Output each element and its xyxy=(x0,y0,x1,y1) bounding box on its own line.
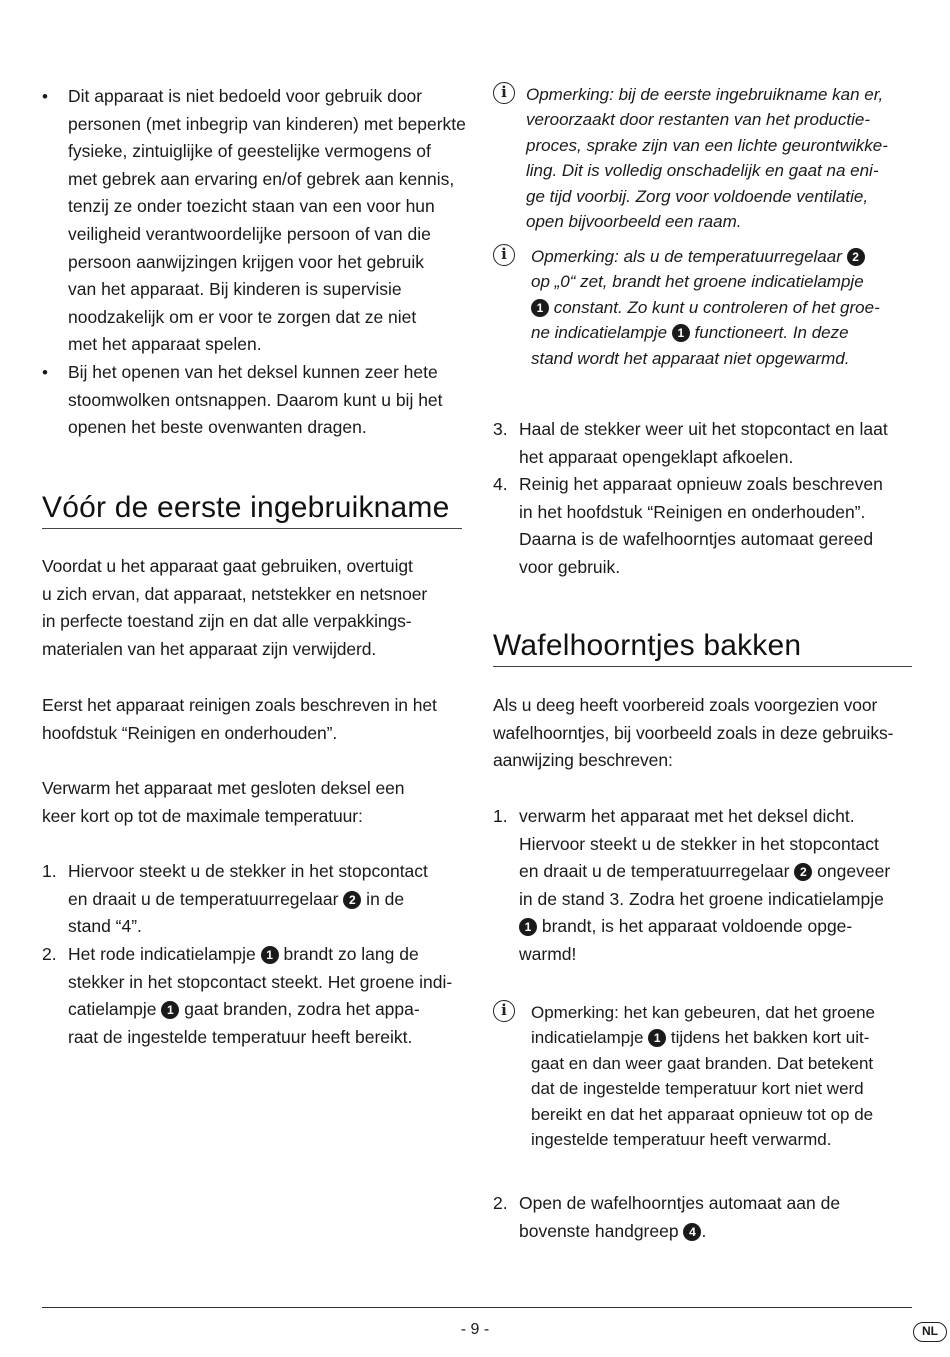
step-text xyxy=(519,803,915,969)
paragraph xyxy=(493,692,915,775)
text-line: materialen van het apparaat zijn verwijderd. xyxy=(42,638,377,659)
text-line: Eerst het apparaat reinigen zoals beschreven in het xyxy=(42,695,437,715)
paragraph xyxy=(42,692,464,747)
text-line: stand wordt het apparaat niet opgewarmd. xyxy=(531,348,850,368)
number-badge: 1 xyxy=(648,1029,666,1047)
text-line: open bijvoorbeeld een raam. xyxy=(526,212,742,232)
text-line: aanwijzing beschreven: xyxy=(493,750,673,771)
number-badge: 1 xyxy=(161,1001,179,1019)
text-line: personen (met inbegrip van kinderen) met beperkte xyxy=(68,113,466,134)
text-line: Reinig het apparaat opnieuw zoals beschreven xyxy=(519,474,883,494)
info-icon: i xyxy=(493,1000,515,1022)
text-line: raat de ingestelde temperatuur heeft bereikt. xyxy=(68,1026,413,1047)
text-line: ingestelde temperatuur heeft verwarmd. xyxy=(531,1130,832,1150)
text-line: in perfecte toestand zijn en dat alle verpakkings- xyxy=(42,611,412,632)
text-line: u zich ervan, dat apparaat, netstekker en netsnoer xyxy=(42,583,428,604)
text-line: met gebrek aan ervaring en/of gebrek aan kennis, xyxy=(68,168,455,189)
number-badge: 1 xyxy=(261,946,279,964)
text-line: voor gebruik. xyxy=(519,556,621,577)
bullet-text xyxy=(68,359,464,442)
number-badge: 1 xyxy=(519,918,537,936)
text-line: openen het beste ovenwanten dragen. xyxy=(68,417,367,438)
step-text xyxy=(68,941,464,1051)
footer-rule xyxy=(42,1307,912,1308)
step-text xyxy=(68,858,464,941)
numbered-step: 3. Haal de stekker weer uit het stopcontact en laat het apparaat opengeklapt afkoelen. xyxy=(493,416,915,472)
text-line: bovenste handgreep 4 . xyxy=(519,1220,707,1241)
note-text xyxy=(531,1000,913,1152)
number-badge: 1 xyxy=(531,299,549,317)
text-line: Open de wafelhoorntjes automaat aan de xyxy=(519,1193,841,1213)
bullet-text xyxy=(68,83,464,359)
numbered-step: 1. Hiervoor steekt u de stekker in het stopcontact en draait u de temperatuurregelaar 2 in de stand “4”. xyxy=(42,858,464,942)
info-icon: i xyxy=(493,82,515,104)
numbered-step: 2. Open de wafelhoorntjes automaat aan de bovenste handgreep 4 . xyxy=(493,1190,915,1246)
text-line: bereikt en dat het apparaat opnieuw tot op de xyxy=(531,1104,874,1124)
text-line: Verwarm het apparaat met gesloten deksel een xyxy=(42,778,405,798)
text-line: catielampje 1 gaat branden, zodra het appa- xyxy=(68,999,420,1020)
text-line: Opmerking: het kan gebeuren, dat het groene xyxy=(531,1003,876,1022)
text-line: het apparaat opengeklapt afkoelen. xyxy=(519,446,794,467)
text-line: Opmerking: als u de temperatuurregelaar 2 xyxy=(531,244,913,269)
text-line: persoon aanwijzingen krijgen voor het gebruik xyxy=(68,251,425,272)
text-line: keer kort op tot de maximale temperatuur: xyxy=(42,805,363,826)
text-line: 1 constant. Zo kunt u controleren of het groe- xyxy=(531,295,913,320)
language-badge: NL xyxy=(913,1322,947,1342)
step-text xyxy=(519,416,915,471)
text-line: ge tijd voorbij. Zorg voor voldoende ventilatie, xyxy=(526,186,869,206)
text-line: Dit apparaat is niet bedoeld voor gebruik door xyxy=(68,86,423,106)
text-line: Daarna is de wafelhoorntjes automaat gereed xyxy=(519,529,874,550)
text-line: Haal de stekker weer uit het stopcontact en laat xyxy=(519,419,888,439)
text-line: hoofdstuk “Reinigen en onderhouden”. xyxy=(42,722,338,743)
numbered-step: 4. Reinig het apparaat opnieuw zoals beschreven in het hoofdstuk “Reinigen en onderhouden”. Daarna is de wafelhoorntjes automaat gereed voor gebruik. xyxy=(493,471,915,583)
paragraph xyxy=(42,553,464,663)
text-line: en draait u de temperatuurregelaar 2 ongeveer xyxy=(519,861,891,882)
text-line: stand “4”. xyxy=(68,916,142,937)
section-heading: Wafelhoorntjes bakken xyxy=(493,629,802,662)
text-line: wafelhoorntjes, bij voorbeeld zoals in deze gebruiks- xyxy=(493,722,894,743)
text-line: fysieke, zintuiglijke of geestelijke vermogens of xyxy=(68,141,431,162)
text-line: warmd! xyxy=(519,943,577,964)
numbered-step: 2. Het rode indicatielampje 1 brandt zo lang de stekker in het stopcontact steekt. Het groene indi- catielampje 1 gaat branden, zodra het appa- raat de ingestelde temperatuur heeft bereikt. xyxy=(42,941,464,1053)
text-line: tenzij ze onder toezicht staan van een voor hun xyxy=(68,196,435,217)
text-line: indicatielampje 1 tijdens het bakken kort uit- xyxy=(531,1028,870,1048)
page-number: - 9 - xyxy=(460,1321,490,1338)
text-line: en draait u de temperatuurregelaar 2 in de xyxy=(68,888,405,909)
text-line: in het hoofdstuk “Reinigen en onderhouden”. xyxy=(519,501,866,522)
bullet-item: • Dit apparaat is niet bedoeld voor gebruik door personen (met inbegrip van kinderen) met beperkte fysieke, zintuiglijke of geestelijke vermogens of met gebrek aan ervaring en/of gebrek aan kennis, tenzij ze onder toezicht staan van een voor hun veiligheid verantwoordelijke persoon of van die persoon aanwijzingen krijgen voor het gebruik van het apparaat. Bij kinderen is supervisie noodzakelijk om er voor te zorgen dat ze niet met het apparaat spelen. xyxy=(42,83,464,363)
number-badge: 4 xyxy=(683,1223,701,1241)
text-line: op „0“ zet, brandt het groene indicatielampje xyxy=(531,272,864,292)
heading-rule xyxy=(42,528,462,529)
info-icon: i xyxy=(493,244,515,266)
text-line: proces, sprake zijn van een lichte geurontwikke- xyxy=(526,135,888,155)
text-line: met het apparaat spelen. xyxy=(68,334,262,355)
text-line: Voordat u het apparaat gaat gebruiken, overtuigt xyxy=(42,556,413,576)
text-line: Het rode indicatielampje 1 brandt zo lang de xyxy=(68,944,419,964)
text-line: 1 brandt, is het apparaat voldoende opge- xyxy=(519,913,915,941)
text-line: veroorzaakt door restanten van het productie- xyxy=(526,110,870,130)
number-badge: 2 xyxy=(847,248,865,266)
text-line: gaat en dan weer gaat branden. Dat betekent xyxy=(531,1053,874,1073)
text-line: verwarm het apparaat met het deksel dicht. xyxy=(519,806,855,826)
note-block xyxy=(493,244,913,374)
note-block xyxy=(493,1000,913,1156)
paragraph xyxy=(42,775,464,830)
bullet-item: • Bij het openen van het deksel kunnen zeer hete stoomwolken ontsnappen. Daarom kunt u bij het openen het beste ovenwanten dragen. xyxy=(42,359,464,449)
step-text xyxy=(519,1190,915,1245)
text-line: noodzakelijk om er voor te zorgen dat ze niet xyxy=(68,306,417,327)
text-line: stoomwolken ontsnappen. Daarom kunt u bij het xyxy=(68,389,443,410)
text-line: Opmerking: bij de eerste ingebruikname kan er, xyxy=(526,85,884,104)
text-line: stekker in het stopcontact steekt. Het groene indi- xyxy=(68,971,453,992)
text-line: in de stand 3. Zodra het groene indicatielampje xyxy=(519,888,884,909)
text-line: Hiervoor steekt u de stekker in het stopcontact xyxy=(68,861,428,881)
number-badge: 1 xyxy=(672,324,690,342)
text-line: veiligheid verantwoordelijke persoon of van die xyxy=(68,223,431,244)
number-badge: 2 xyxy=(794,863,812,881)
step-text xyxy=(519,471,915,581)
note-block xyxy=(493,82,913,238)
section-heading: Vóór de eerste ingebruikname xyxy=(42,491,450,524)
text-line: ling. Dit is volledig onschadelijk en gaat na eni- xyxy=(526,161,879,181)
text-line: dat de ingestelde temperatuur kort niet werd xyxy=(531,1079,864,1099)
note-text xyxy=(531,244,913,371)
text-line: ne indicatielampje 1 functioneert. In deze xyxy=(531,323,849,343)
heading-rule xyxy=(493,666,912,667)
numbered-step: 1. verwarm het apparaat met het deksel dicht. Hiervoor steekt u de stekker in het stopcontact en draait u de temperatuurregelaar 2 ongeveer in de stand 3. Zodra het groene indicatielampje 1 brandt, is het apparaat voldoende opge- warmd! xyxy=(493,803,915,971)
text-line: Hiervoor steekt u de stekker in het stopcontact xyxy=(519,833,879,854)
text-line: Als u deeg heeft voorbereid zoals voorgezien voor xyxy=(493,695,878,715)
number-badge: 2 xyxy=(343,891,361,909)
text-line: van het apparaat. Bij kinderen is supervisie xyxy=(68,279,402,300)
note-text xyxy=(526,82,908,234)
text-line: Bij het openen van het deksel kunnen zeer hete xyxy=(68,362,438,382)
